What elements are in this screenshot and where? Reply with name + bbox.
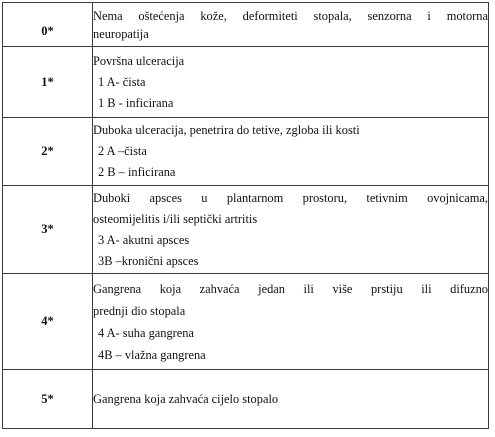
description-cell (93, 47, 489, 118)
sub-grade-line: 3 A- akutni apsces (98, 232, 190, 247)
table-row (3, 370, 489, 429)
sub-grade-line: 4B – vlažna gangrena (98, 347, 206, 362)
grade-cell: 2* (3, 118, 93, 186)
sub-grade-line: 3B –kronični apsces (98, 253, 199, 268)
description-line: Nema oštećenja kože, deformiteti stopala, senzorna i motorna (93, 8, 488, 23)
sub-grade-line: 1 B - inficirana (98, 95, 174, 110)
wagner-classification-table (2, 2, 489, 429)
description-cell (93, 3, 489, 47)
grade-cell: 1* (3, 47, 93, 118)
sub-grade-line: 1 A- čista (98, 74, 146, 89)
description-cell (93, 274, 489, 370)
table-row (3, 3, 489, 47)
description-line: osteomijelitis i/ili septički artritis (93, 211, 258, 226)
description-cell (93, 186, 489, 274)
grade-cell: 5* (3, 370, 93, 429)
grade-cell: 0* (3, 3, 93, 47)
grade-cell: 3* (3, 186, 93, 274)
description-line: prednji dio stopala (93, 303, 186, 318)
sub-grade-line: 2 A –čista (98, 144, 147, 158)
description-line: Duboka ulceracija, penetrira do tetive, zgloba ili kosti (93, 123, 360, 137)
table-row (3, 47, 489, 118)
description-line: Gangrena koja zahvaća cijelo stopalo (93, 391, 279, 406)
description-line: neuropatija (93, 26, 149, 41)
sub-grade-line: 2 B – inficirana (98, 165, 176, 179)
description-line: Gangrena koja zahvaća jedan ili više prstiju ili difuzno (93, 281, 488, 296)
description-cell (93, 118, 489, 186)
description-line: Površna ulceracija (93, 53, 185, 68)
sub-grade-line: 4 A- suha gangrena (98, 325, 194, 340)
description-line: Duboki apsces u plantarnom prostoru, tetivnim ovojnicama, (93, 190, 488, 205)
table-row (3, 118, 489, 186)
table-row (3, 274, 489, 370)
grade-cell: 4* (3, 274, 93, 370)
description-cell (93, 370, 489, 429)
table-row (3, 186, 489, 274)
